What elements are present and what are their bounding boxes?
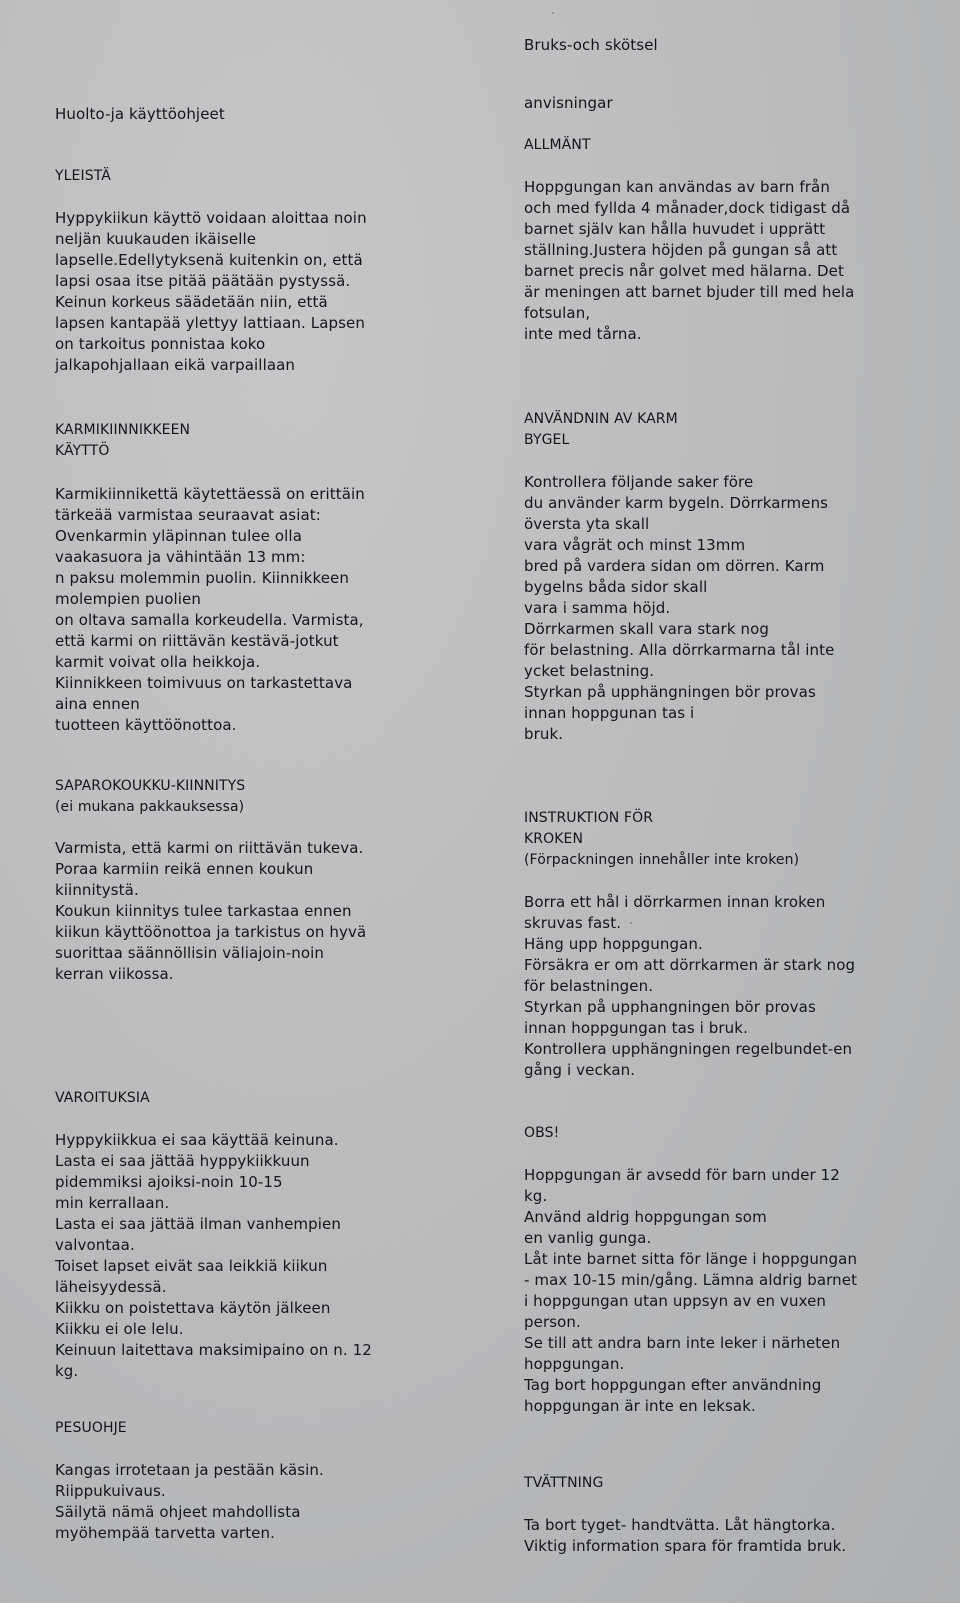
section-heading: OBS! xyxy=(524,1125,560,1141)
left-heading-saparokoukku xyxy=(55,776,455,818)
right-body-obs xyxy=(524,1165,944,1417)
right-body-kroken xyxy=(524,892,944,1081)
section-heading: YLEISTÄ xyxy=(55,168,111,184)
section-body: Kangas irrotetaan ja pestään käsin. Riippukuivaus. Säilytä nämä ohjeet mahdollista myöhempää tarvetta varten. xyxy=(55,1461,324,1542)
paper-speck xyxy=(630,922,632,924)
section-heading: ANVÄNDNIN AV KARM BYGEL xyxy=(524,411,678,448)
section-heading: TVÄTTNING xyxy=(524,1475,604,1491)
right-body-allmant xyxy=(524,177,944,345)
section-heading: SAPAROKOUKKU-KIINNITYS (ei mukana pakkauksessa) xyxy=(55,778,246,815)
section-heading: KARMIKIINNIKKEEN KÄYTTÖ xyxy=(55,422,191,459)
left-body-yleista xyxy=(55,208,455,376)
left-body-saparokoukku xyxy=(55,838,455,985)
left-heading-yleista xyxy=(55,166,455,187)
section-body: Hyppykiikun käyttö voidaan aloittaa noin neljän kuukauden ikäiselle lapselle.Edellytyksenä kuitenkin on, että lapsi osaa itse pitää päätään pystyssä. Keinun korkeus säädetään niin, että lapsen kantapää ylettyy lattiaan. Lapsen on tarkoitus ponnistaa koko jalkapohjallaan eikä varpaillaan xyxy=(55,209,367,374)
left-body-pesuohje xyxy=(55,1460,455,1544)
right-heading-obs xyxy=(524,1123,944,1144)
right-title-line2: anvisningar xyxy=(524,94,613,112)
section-body: Hoppgungan kan användas av barn från och med fyllda 4 månader,dock tidigast då barnet själv kan hålla huvudet i upprätt ställning.Justera höjden på gungan så att barnet precis når golvet med hälarna. Det är meningen att barnet bjuder till med hela fotsulan, inte med tårna. xyxy=(524,178,855,343)
section-body: Ta bort tyget- handtvätta. Låt hängtorka. Viktig information spara för framtida bruk. xyxy=(524,1516,847,1555)
section-body: Varmista, että karmi on riittävän tukeva. Poraa karmiin reikä ennen koukun kiinnitystä. Koukun kiinnitys tulee tarkastaa ennen kiikun käyttöönottoa ja tarkistus on hyvä suorittaa säännöllisin väliajoin-noin kerran viikossa. xyxy=(55,839,367,983)
right-body-karm-bygel xyxy=(524,472,944,745)
left-heading-pesuohje xyxy=(55,1418,455,1439)
left-heading-varoituksia xyxy=(55,1088,455,1109)
left-body-karmikiinnike xyxy=(55,484,455,736)
right-heading-kroken xyxy=(524,808,944,871)
section-heading: INSTRUKTION FÖR KROKEN (Förpackningen innehåller inte kroken) xyxy=(524,810,800,868)
right-title-line1: Bruks-och skötsel xyxy=(524,36,658,54)
right-heading-allmant xyxy=(524,135,944,156)
section-heading: PESUOHJE xyxy=(55,1420,127,1436)
paper-speck xyxy=(552,12,554,14)
section-body: Kontrollera följande saker före du använder karm bygeln. Dörrkarmens översta yta skall vara vågrät och minst 13mm bred på vardera sidan om dörren. Karm bygelns båda sidor skall vara i samma höjd. Dörrkarmen skall vara stark nog för belastning. Alla dörrkarmarna tål inte ycket belastning. Styrkan på upphängningen bör provas innan hoppgunan tas i bruk. xyxy=(524,473,835,743)
section-body: Hoppgungan är avsedd för barn under 12 kg. Använd aldrig hoppgungan som en vanlig gunga. Låt inte barnet sitta för länge i hoppgungan - max 10-15 min/gång. Lämna aldrig barnet i hoppgungan utan uppsyn av en vuxen person. Se till att andra barn inte leker i närheten hoppgungan. Tag bort hoppgungan efter användning hoppgungan är inte en leksak. xyxy=(524,1166,858,1415)
section-heading: ALLMÄNT xyxy=(524,137,591,153)
left-body-varoituksia xyxy=(55,1130,455,1382)
right-heading-tvattning xyxy=(524,1473,944,1494)
right-body-tvattning xyxy=(524,1515,944,1557)
section-body: Karmikiinnikettä käytettäessä on erittäin tärkeää varmistaa seuraavat asiat: Ovenkarmin yläpinnan tulee olla vaakasuora ja vähintään 13 mm: n paksu molemmin puolin. Kiinnikkeen molempien puolien on oltava samalla korkeudella. Varmista, että karmi on riittävän kestävä-jotkut karmit voivat olla heikkoja. Kiinnikkeen toimivuus on tarkastettava aina ennen tuotteen käyttöönottoa. xyxy=(55,485,365,734)
section-heading: VAROITUKSIA xyxy=(55,1090,150,1106)
left-title: Huolto-ja käyttöohjeet xyxy=(55,105,225,123)
section-body: Borra ett hål i dörrkarmen innan kroken skruvas fast. Häng upp hoppgungan. Försäkra er om att dörrkarmen är stark nog för belastningen. Styrkan på upphangningen bör provas innan hoppgungan tas i bruk. Kontrollera upphängningen regelbundet-en gång i veckan. xyxy=(524,893,856,1079)
right-heading-karm-bygel xyxy=(524,409,944,451)
left-heading-karmikiinnike xyxy=(55,420,455,462)
section-body: Hyppykiikkua ei saa käyttää keinuna. Lasta ei saa jättää hyppykiikkuun pidemmiksi ajoiksi-noin 10-15 min kerrallaan. Lasta ei saa jättää ilman vanhempien valvontaa. Toiset lapset eivät saa leikkiä kiikun läheisyydessä. Kiikku on poistettava käytön jälkeen Kiikku ei ole lelu. Keinuun laitettava maksimipaino on n. 12 kg. xyxy=(55,1131,372,1380)
